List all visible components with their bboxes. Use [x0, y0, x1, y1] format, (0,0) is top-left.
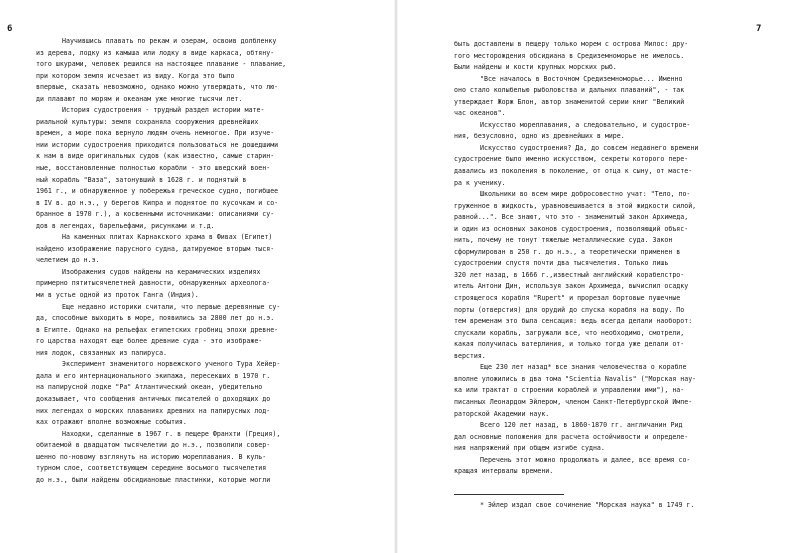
text-line: ми в устье одной из проток Гангa (Индия).: [36, 291, 199, 300]
text-line: при котором земля исчезает из виду. Когда это было: [36, 71, 235, 80]
text-line: гого месторождения обсидиана в Средиземноморье не имелось.: [454, 51, 685, 60]
text-line: Искусство судостроения? Да, до совсем недавнего времени: [480, 143, 699, 152]
page-body: [454, 39, 784, 478]
text-line: Всего 120 лет назад, в 1860-1870 гг. англичанин Рид: [480, 421, 683, 430]
text-line: в IV в. до н.э., у берегов Кипра и поднятое по кусочкам и со-: [36, 198, 279, 207]
text-line: Эксперимент знаменитого норвежского ученого Тура Хейер-: [62, 360, 281, 369]
text-line: "Все началось в Восточном Средиземноморье... Именно: [480, 74, 683, 83]
text-line: челетием до н.э.: [36, 256, 100, 265]
text-line: из дерева, лодку из камыша или лодку в виде каркаса, обтяну-: [36, 48, 275, 57]
text-line: примерно пятитысячелетней давности, обнаруженных археолога-: [36, 279, 271, 288]
text-line: кращая интервалы времени.: [454, 467, 554, 476]
text-line: судостроении спустя почти два тысячелетия. Только лишь: [454, 259, 669, 268]
text-line: Научившись плавать по рекам и озерам, освоив долбленку: [62, 37, 277, 45]
text-line: тем временам это была сенсация: ведь всегда делали наоборот:: [454, 317, 693, 326]
text-line: шенно по-новому взглянуть на историю мореплавания. В куль-: [36, 452, 267, 461]
text-line: судостроение было именно искусством, секреты которого пере-: [454, 155, 689, 164]
text-line: час океанов".: [454, 109, 506, 118]
text-line: Перечень этот можно продолжать и далее, все время со-: [480, 455, 691, 464]
text-line: вполне уложились в два тома "Scientia Navalis" ("Морская нау-: [454, 374, 697, 383]
text-line: да, способные выходить в море, появились за 2800 лет до н.э.: [36, 314, 275, 323]
text-line: Еще недавно историки считали, что первые деревянные су-: [62, 302, 281, 311]
page-number: 7: [756, 24, 762, 34]
text-line: дов в легендах, барельефами, рисунками и т.д.: [36, 221, 215, 230]
text-line: оно стало колыбелью рыболовства и дальних плаваний", - так: [454, 86, 685, 95]
text-line: того шкурами, человек решился на настоящее плавание - плавание,: [36, 60, 287, 69]
text-line: впервые, сказать невозможно, однако можно утверждать, что лю-: [36, 83, 279, 92]
text-line: ный корабль "Ваза", затонувший в 1628 г. и поднятый в: [36, 175, 247, 184]
text-line: ди плавают по морям и океанам уже многие тысячи лет.: [36, 94, 243, 103]
text-line: строящегося корабля "Rupert" и прорезал бортовые пушечные: [454, 294, 681, 303]
text-line: в Египте. Однако на рельефах египетских гробниц эпохи древне-: [36, 325, 279, 334]
text-line: найдено изображение парусного судна, датируемое вторым тыся-: [36, 244, 275, 253]
text-line: го царства находят еще более древние суда - это изображе-: [36, 337, 263, 346]
text-line: них легендах о морских плаваниях древних на папирусных лод-: [36, 406, 271, 415]
text-line: ния напряжений при общем изгибе судна.: [454, 444, 605, 453]
text-line: нить, почему не тонут тяжелые металлические суда. Закон: [454, 236, 673, 245]
right-page: [396, 0, 792, 553]
page-body: [36, 36, 366, 486]
text-line: 320 лет назад, в 1666 г.,известный английский корабелстро-: [454, 270, 685, 279]
text-line: доказывает, что сообщения античных писателей о доходящих до: [36, 394, 271, 403]
text-line: верстия.: [454, 351, 486, 360]
text-line: ках отражают вполне возможные события.: [36, 418, 187, 427]
footnote: * Эйлер издал свое сочинение "Морская наука" в 1749 г.: [480, 501, 695, 509]
text-line: Еще 230 лет назад* все знания человечества о корабле: [480, 363, 687, 372]
text-line: 1961 г., и обнаруженное у побережья греческое судно, погибшее: [36, 187, 279, 196]
text-line: и один из основных законов судостроения, позволяющий объяс-: [454, 224, 689, 233]
text-line: времен, а море пока вернуло людям очень немногое. При изуче-: [36, 129, 275, 138]
text-line: Находки, сделанные в 1967 г. в пещере Франхти (Греция),: [62, 429, 281, 438]
footnote-rule: [454, 494, 564, 495]
text-line: давались из поколения в поколение, от отца к сыну, от масте-: [454, 167, 693, 176]
text-line: быть доставлены в пещеру только морем с острова Милос: дру-: [454, 40, 689, 48]
text-line: На каменных плитах Карнакского храма в Фивах (Египет): [62, 233, 273, 242]
footnote-block: [454, 500, 784, 512]
text-line: какая получилась ватерлиния, и только тогда уже делали от-: [454, 340, 685, 349]
text-line: История судостроения - трудный раздел истории мате-: [62, 106, 265, 115]
text-line: ния лодок, связанных из папируса.: [36, 348, 168, 357]
text-line: порты (отверстия) для орудий до спуска корабля на воду. По: [454, 305, 685, 314]
text-line: Искусство мореплавания, а следовательно, и судострое-: [480, 120, 691, 129]
text-line: ка или трактат о строении кораблей и управлении ими"), на-: [454, 386, 685, 395]
text-line: Изображения судов найдены на керамических изделиях: [62, 267, 261, 276]
text-line: на папирусной лодке "Ра" Атлантический океан, убедительно: [36, 383, 263, 392]
text-line: раторской Академии наук.: [454, 409, 550, 418]
page-number: 6: [7, 24, 13, 34]
text-line: риальной культуры: земля сохраняла сооружения древнейших: [36, 117, 259, 126]
text-line: бранное в 1970 г.), а косвенными источниками: описаниями су-: [36, 210, 275, 219]
text-line: ные, восстановленные полностью корабли - это шведский воен-: [36, 164, 271, 173]
text-line: турном слое, соответствующем середине восьмого тысячелетия: [36, 464, 267, 473]
text-line: утверждает Жорж Блон, автор знаменитой серии книг "Великий: [454, 97, 685, 106]
text-line: ра к ученику.: [454, 178, 506, 187]
text-line: итель Антони Дин, используя закон Архимеда, вычислил осадку: [454, 282, 689, 291]
text-line: дала и его интернационального экипажа, пересекших в 1970 г.: [36, 371, 271, 380]
text-line: Были найдены и кости крупных морских рыб.: [454, 63, 617, 72]
text-line: Школьники во всем мире добросовестно учат: "Тело, по-: [480, 190, 691, 199]
text-line: обитаемой в двадцатом тысячелетии до н.э., позволили совер-: [36, 441, 271, 450]
text-line: к нам в виде оригинальных судов (как известно, самые старин-: [36, 152, 275, 161]
text-line: дал основные положения для расчета остойчивости и определе-: [454, 432, 689, 441]
text-line: спускали корабль, загружали все, что необходимо, смотрели,: [454, 328, 685, 337]
text-line: сформулирован в 250 г. до н.э., а теоретически применен в: [454, 247, 681, 256]
text-line: равной...". Все знают, что это - знаменитый закон Архимеда,: [454, 213, 689, 222]
text-line: писанных Леонардом Эйлером, членом Санкт-Петербургской Импе-: [454, 397, 693, 406]
text-line: ния, безусловно, одно из древнейших в мире.: [454, 132, 625, 141]
text-line: нии истории судостроения приходится пользоваться не дошедшими: [36, 140, 279, 149]
text-line: груженное в жидкость, уравновешивается в этой жидкости силой,: [454, 201, 697, 210]
text-line: до н.э., были найдены обсидиановые пластинки, которые могли: [36, 475, 271, 484]
